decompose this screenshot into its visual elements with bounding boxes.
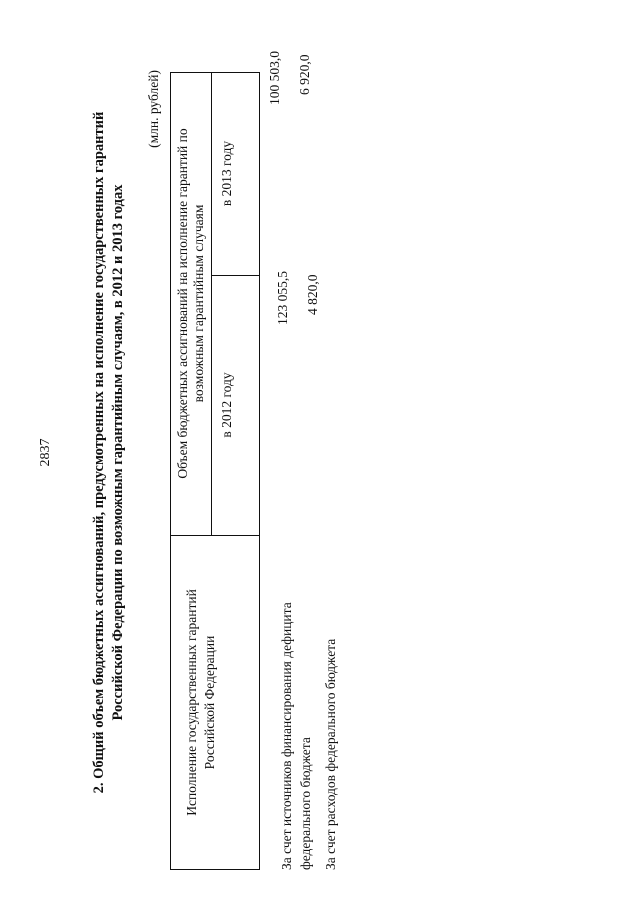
unit-note: (млн. рублей) <box>146 70 161 148</box>
heading-line-1: 2. Общий объем бюджетных ассигнований, предусмотренных на исполнение государственных гарантий <box>91 111 107 794</box>
header-right-line-2: возможным гарантийным случаям <box>191 204 206 403</box>
guarantees-table-header <box>170 72 260 870</box>
header-left-line-1: Исполнение государственных гарантий <box>184 589 199 816</box>
header-right-line-1: Объем бюджетных ассигнований на исполнение гарантий по <box>175 128 190 479</box>
value-deficit-sources-2012: 123 055,5 <box>275 271 290 325</box>
header-year-2012: в 2012 году <box>219 372 234 438</box>
table-row-divider <box>211 73 212 536</box>
heading-line-2: Российской Федерации по возможным гарантийным случаям, в 2012 и 2013 годах <box>110 184 126 721</box>
header-year-2013: в 2013 году <box>219 140 234 207</box>
value-federal-expenses-2012: 4 820,0 <box>305 274 320 315</box>
header-allocations-volume <box>175 73 207 534</box>
row-label-federal-expenses: За счет расходов федерального бюджета <box>323 638 338 870</box>
header-guarantee-execution <box>183 536 219 869</box>
section-heading <box>90 100 128 805</box>
value-federal-expenses-2013: 6 920,0 <box>297 54 312 95</box>
header-left-line-2: Российской Федерации <box>202 635 217 770</box>
value-deficit-sources-2013: 100 503,0 <box>267 51 282 105</box>
page-number: 2837 <box>38 438 53 467</box>
row-label-deficit-sources-cont: федерального бюджета <box>298 737 313 870</box>
row-label-deficit-sources: За счет источников финансирования дефицита <box>279 602 294 870</box>
